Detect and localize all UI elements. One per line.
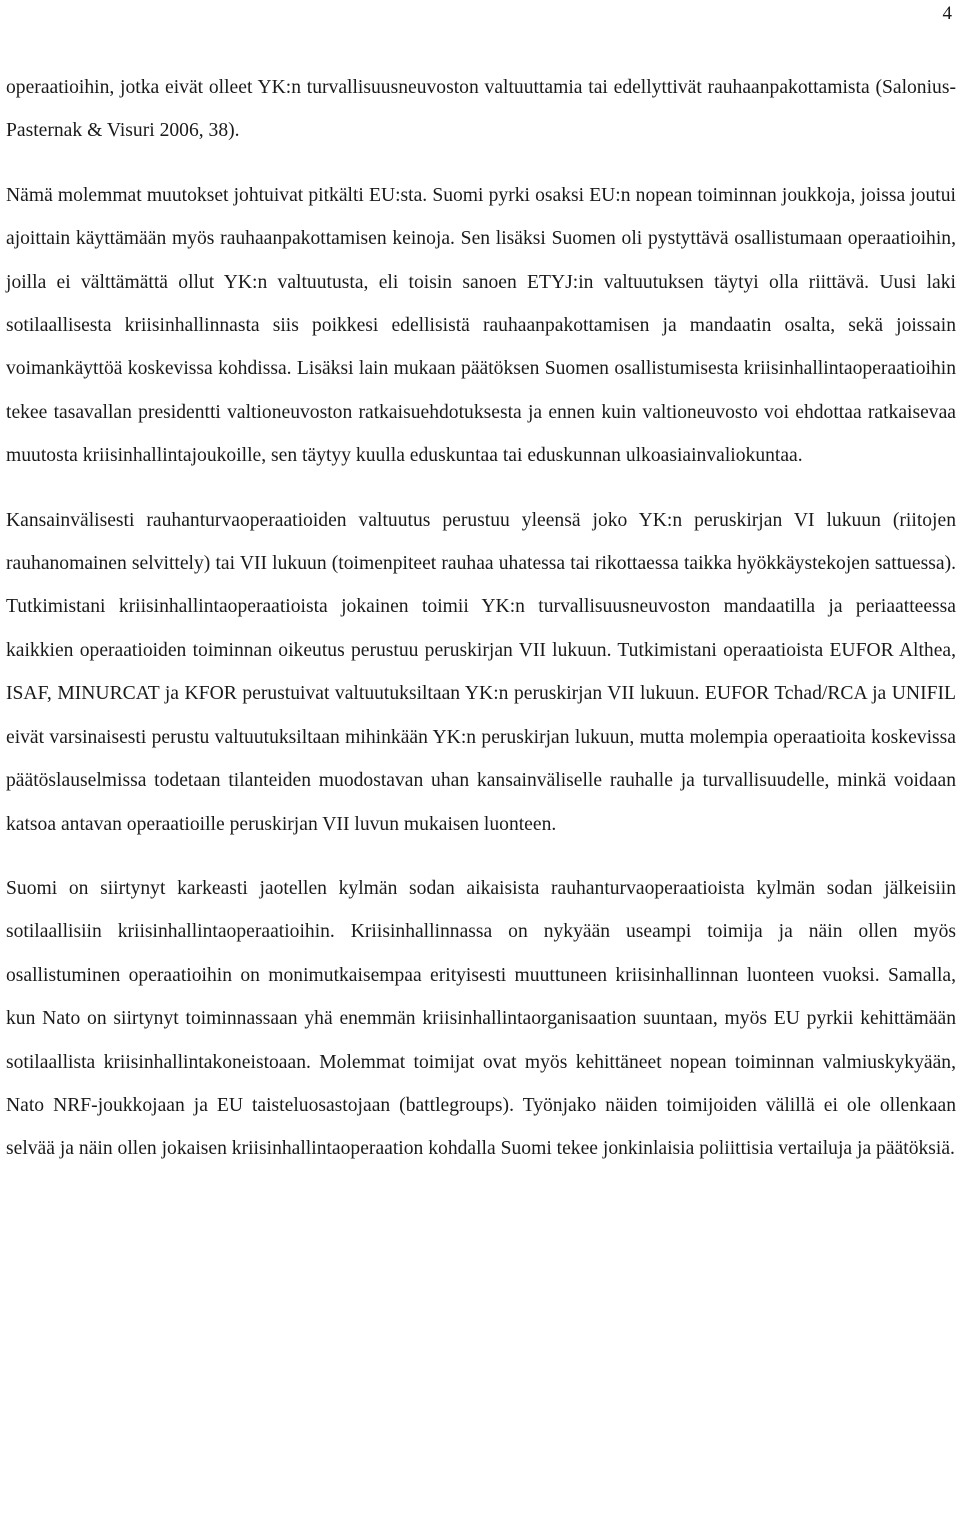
paragraph-2: Nämä molemmat muutokset johtuivat pitkälti EU:sta. Suomi pyrki osaksi EU:n nopean toiminnan joukkoja, joissa joutui ajoittain käyttämään myös rauhaanpakottamisen keinoja. Sen lisäksi Suomen oli pystyttävä osallistumaan operaatioihin, joilla ei välttämättä ollut YK:n valtuutusta, eli toisin sanoen ETYJ:in valtuutuksen täytyi olla riittävä. Uusi laki sotilaallisesta kriisinhallinnasta siis poikkesi edellisistä rauhaanpakottamisen ja mandaatin osalta, sekä joissain voimankäyttöä koskevissa kohdissa. Lisäksi lain mukaan päätöksen Suomen osallistumisesta kriisinhallintaoperaatioihin tekee tasavallan presidentti valtioneuvoston ratkaisuehdotuksesta ja ennen kuin valtioneuvosto voi ehdottaa ratkaisevaa muutosta kriisinhallintajoukoille, sen täytyy kuulla eduskuntaa tai eduskunnan ulkoasiainvaliokuntaa. bbox=[6, 184, 956, 467]
paragraph-3: Kansainvälisesti rauhanturvaoperaatioiden valtuutus perustuu yleensä joko YK:n peruskirjan VI lukuun (riitojen rauhanomainen selvittely) tai VII lukuun (toimenpiteet rauhaa uhatessa tai rikottaessa taikka hyökkäystekojen sattuessa). Tutkimistani kriisinhallintaoperaatioista jokainen toimii YK:n turvallisuusneuvoston mandaatilla ja periaatteessa kaikkien operaatioiden toiminnan oikeutus perustuu peruskirjan VII lukuun. Tutkimistani operaatioista EUFOR Althea, ISAF, MINURCAT ja KFOR perustuivat valtuutuksiltaan YK:n peruskirjan VII lukuun. EUFOR Tchad/RCA ja UNIFIL eivät varsinaisesti perustu valtuutuksiltaan mihinkään YK:n peruskirjan lukuun, mutta molempia operaatioita koskevissa päätöslauselmissa todetaan tilanteiden muodostavan uhan kansainväliselle rauhalle ja turvallisuudelle, minkä voidaan katsoa antavan operaatioille peruskirjan VII luvun mukaisen luonteen. bbox=[6, 509, 956, 835]
paragraph-1: operaatioihin, jotka eivät olleet YK:n turvallisuusneuvoston valtuuttamia tai edellyttivät rauhaanpakottamista (Salonius-Pasternak & Visuri 2006, 38). bbox=[6, 77, 956, 142]
paragraph-4: Suomi on siirtynyt karkeasti jaotellen kylmän sodan aikaisista rauhanturvaoperaatioista kylmän sodan jälkeisiin sotilaallisiin kriisinhallintaoperaatioihin. Kriisinhallinnassa on nykyään useampi toimija ja näin ollen myös osallistuminen operaatioihin on monimutkaisempaa erityisesti muuttuneen kriisinhallinnan luonteen vuoksi. Samalla, kun Nato on siirtynyt toiminnassaan yhä enemmän kriisinhallintaorganisaation suuntaan, myös EU pyrkii kehittämään sotilaallista kriisinhallintakoneistoaan. Molemmat toimijat ovat myös kehittäneet nopean toiminnan valmiuskykyään, Nato NRF-joukkojaan ja EU taisteluosastojaan (battlegroups). Työnjako näiden toimijoiden välillä ei ole ollenkaan selvää ja näin ollen jokaisen kriisinhallintaoperaation kohdalla Suomi tekee jonkinlaisia poliittisia vertailuja ja päätöksiä. bbox=[6, 877, 956, 1160]
page-number: 4 bbox=[942, 3, 952, 24]
document-body bbox=[6, 66, 956, 1171]
